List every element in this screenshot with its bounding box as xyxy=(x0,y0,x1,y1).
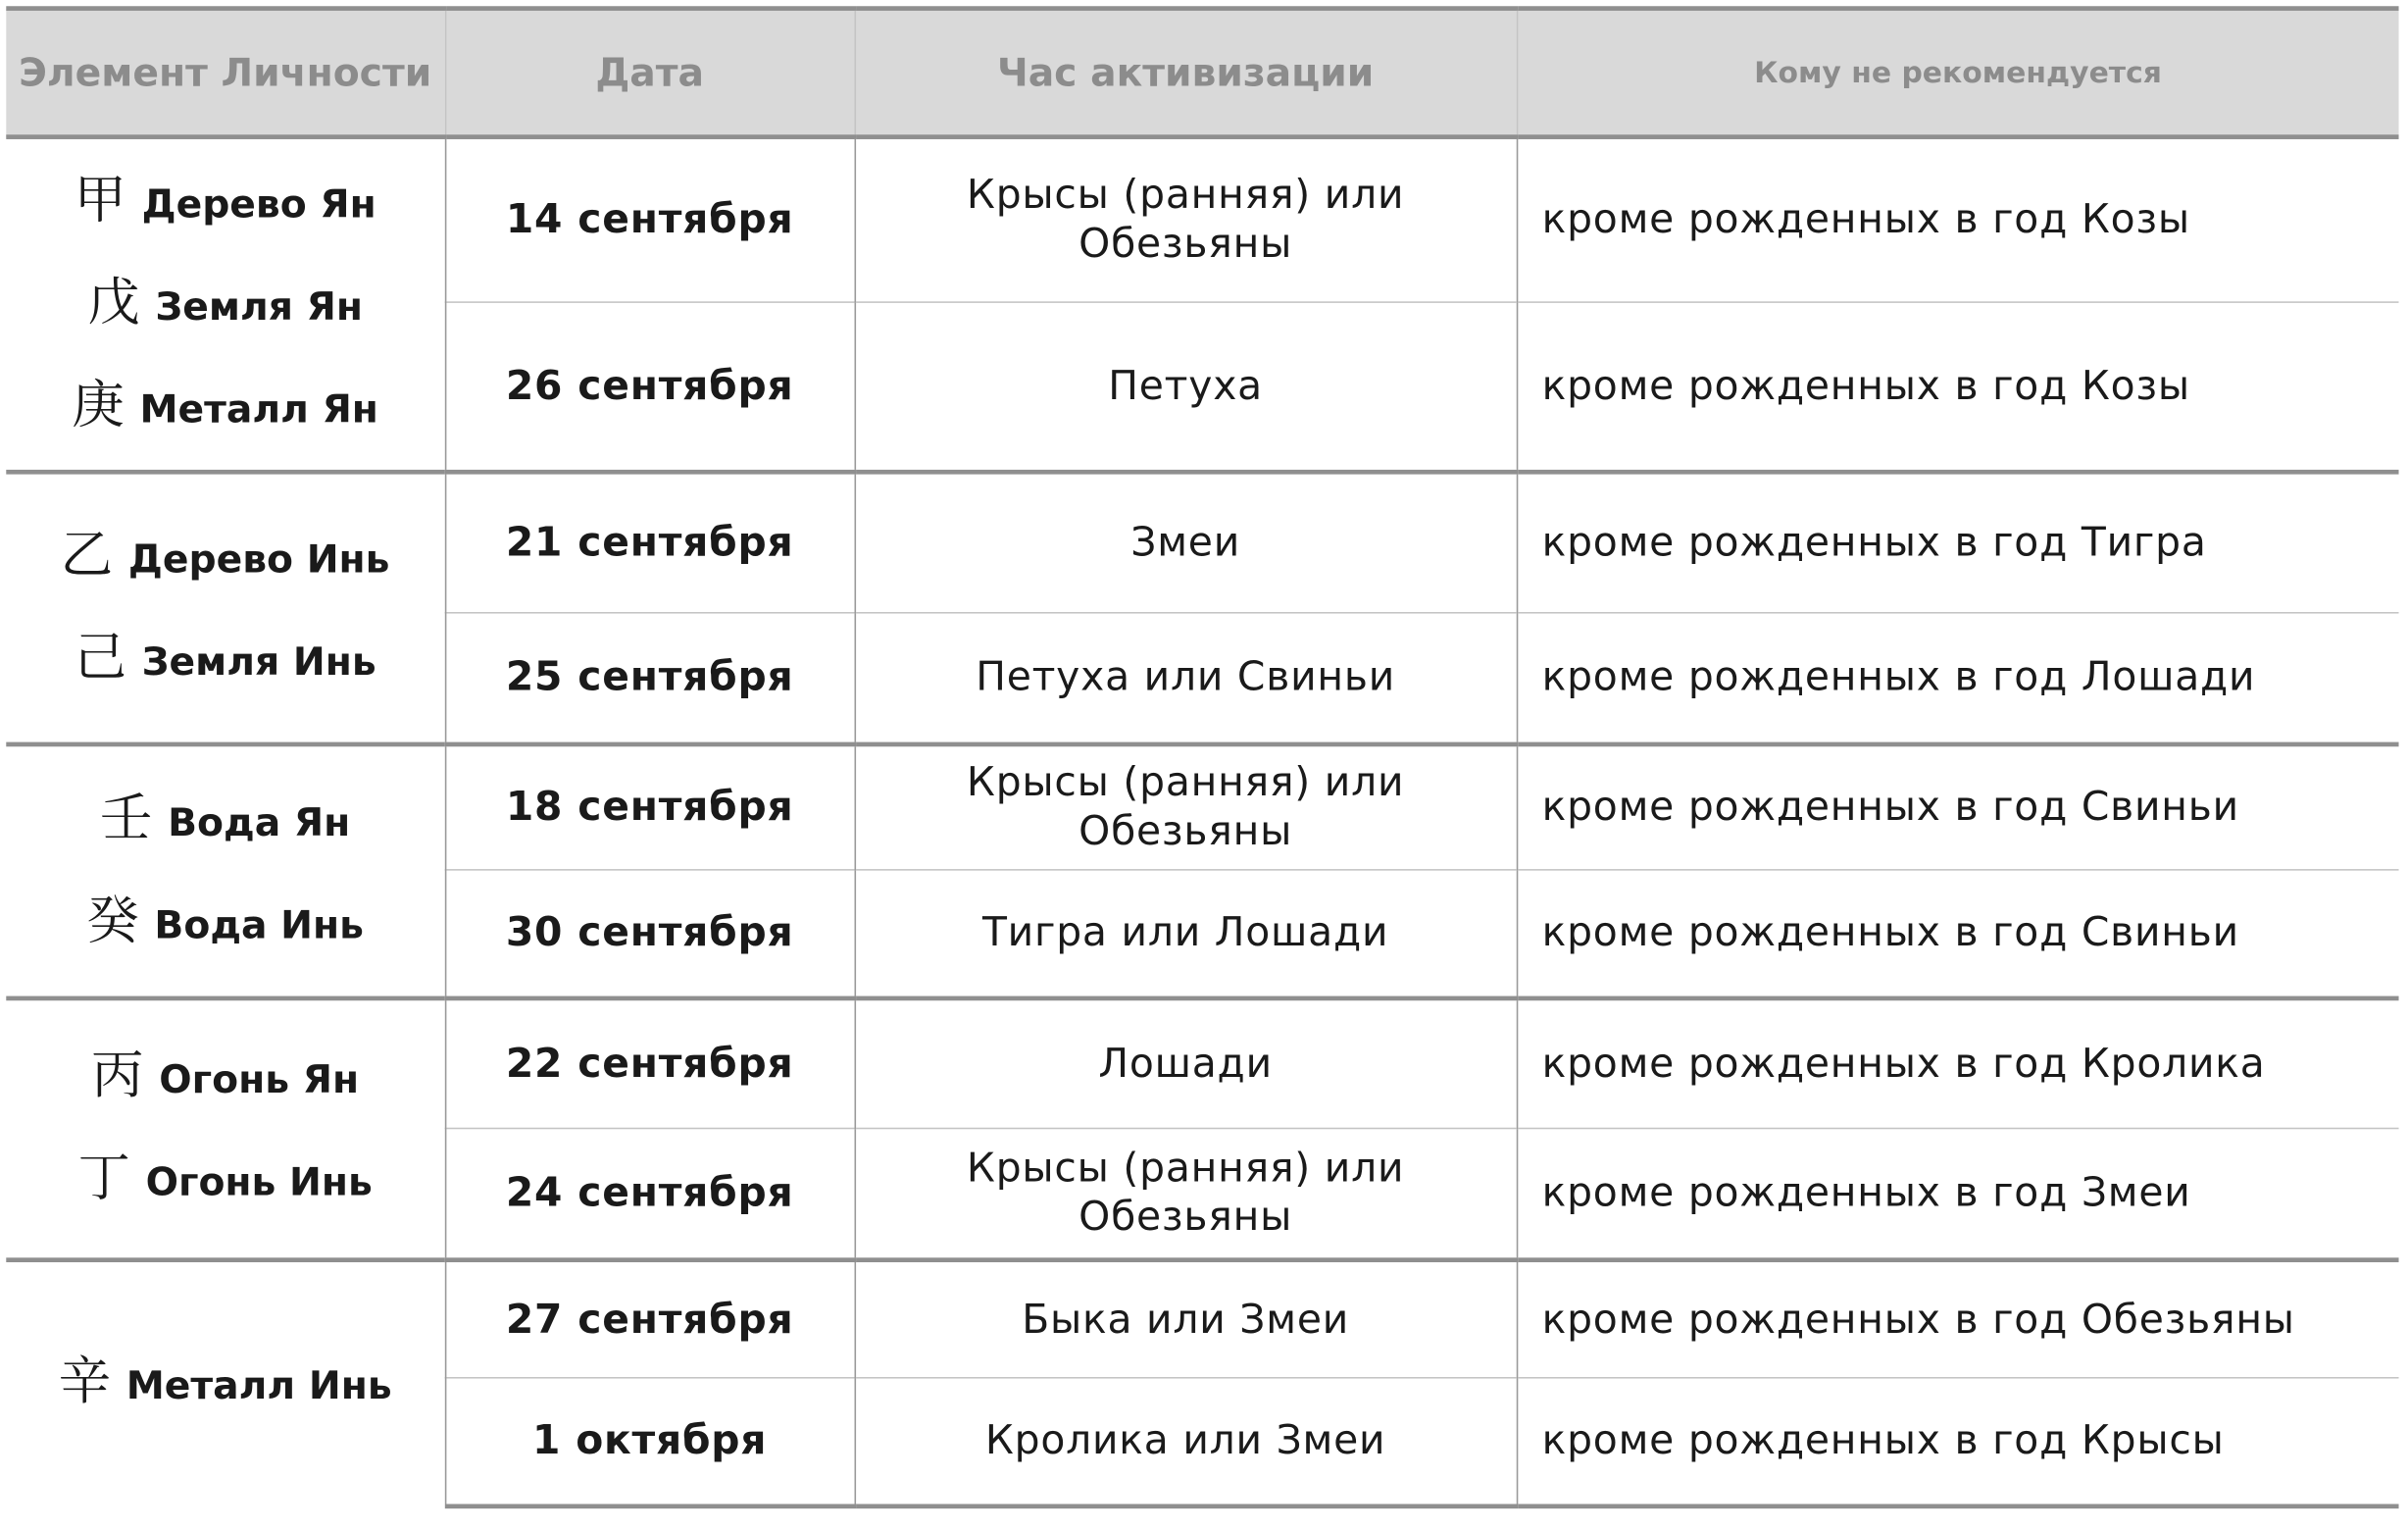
element-glyph: 乙 xyxy=(60,524,114,586)
element-label: Дерево Ян xyxy=(141,180,376,227)
date-cell: 24 сентября xyxy=(445,1129,855,1260)
header-not-recommended: Кому не рекомендуется xyxy=(1517,9,2399,137)
element-glyph: 庚 xyxy=(72,374,125,435)
header-element: Элемент Личности xyxy=(6,9,445,137)
element-glyph: 丙 xyxy=(91,1045,144,1106)
element-label: Земля Инь xyxy=(141,638,376,684)
element-glyph: 辛 xyxy=(58,1351,112,1413)
element-label: Вода Ян xyxy=(168,799,351,844)
hour-cell: Крысы (ранняя) или Обезьяны xyxy=(855,137,1517,302)
element-cell xyxy=(6,472,445,744)
element-label: Огонь Ян xyxy=(159,1056,360,1102)
not-recommended-cell: кроме рожденных в год Лошади xyxy=(1517,613,2399,744)
not-recommended-cell: кроме рожденных в год Змеи xyxy=(1517,1129,2399,1260)
element-glyph: 丁 xyxy=(77,1148,130,1209)
activation-table xyxy=(6,6,2398,1508)
element-glyph: 己 xyxy=(74,626,126,688)
hour-cell: Быка или Змеи xyxy=(855,1260,1517,1378)
element-label: Металл Ян xyxy=(139,385,378,432)
date-cell: 22 сентября xyxy=(445,998,855,1129)
element-cell xyxy=(6,998,445,1260)
header-row xyxy=(6,9,2398,137)
date-cell: 26 сентября xyxy=(445,302,855,472)
element-cell xyxy=(6,1260,445,1506)
header-date: Дата xyxy=(445,9,855,137)
element-entry xyxy=(6,356,444,459)
element-entry xyxy=(6,871,444,974)
hour-cell: Змеи xyxy=(855,472,1517,613)
date-cell: 27 сентября xyxy=(445,1260,855,1378)
element-entry xyxy=(6,253,444,356)
date-cell: 1 октября xyxy=(445,1378,855,1506)
element-entry xyxy=(6,1027,444,1130)
header-hour: Час активизации xyxy=(855,9,1517,137)
hour-cell: Кролика или Змеи xyxy=(855,1378,1517,1506)
element-label: Вода Инь xyxy=(154,901,364,946)
date-cell: 21 сентября xyxy=(445,472,855,613)
hour-cell: Петуха или Свиньи xyxy=(855,613,1517,744)
element-entry xyxy=(6,608,444,711)
not-recommended-cell: кроме рожденных в год Обезьяны xyxy=(1517,1260,2399,1378)
element-glyph: 壬 xyxy=(100,787,153,849)
not-recommended-cell: кроме рожденных в год Свиньи xyxy=(1517,870,2399,998)
not-recommended-cell: кроме рожденных в год Тигра xyxy=(1517,472,2399,613)
date-cell: 30 сентября xyxy=(445,870,855,998)
date-cell: 25 сентября xyxy=(445,613,855,744)
hour-cell: Крысы (ранняя) или Обезьяны xyxy=(855,1129,1517,1260)
hour-cell: Лошади xyxy=(855,998,1517,1129)
element-cell xyxy=(6,137,445,473)
element-entry xyxy=(6,769,444,872)
element-glyph: 癸 xyxy=(86,890,139,951)
not-recommended-cell: кроме рожденных в год Козы xyxy=(1517,302,2399,472)
table-row xyxy=(6,1260,2398,1378)
not-recommended-cell: кроме рожденных в год Кролика xyxy=(1517,998,2399,1129)
hour-cell: Тигра или Лошади xyxy=(855,870,1517,998)
element-label: Огонь Инь xyxy=(145,1159,373,1204)
element-glyph: 戊 xyxy=(87,271,140,333)
not-recommended-cell: кроме рожденных в год Козы xyxy=(1517,137,2399,302)
not-recommended-cell: кроме рожденных в год Свиньи xyxy=(1517,744,2399,870)
table-row xyxy=(6,998,2398,1129)
element-label: Дерево Инь xyxy=(127,536,390,582)
element-entry xyxy=(6,1333,444,1436)
element-entry xyxy=(6,151,444,254)
date-cell: 14 сентября xyxy=(445,137,855,302)
hour-cell: Крысы (ранняя) или Обезьяны xyxy=(855,744,1517,870)
element-entry xyxy=(6,1129,444,1232)
element-glyph: 甲 xyxy=(74,169,126,230)
element-cell xyxy=(6,744,445,998)
element-label: Земля Ян xyxy=(155,283,364,329)
date-cell: 18 сентября xyxy=(445,744,855,870)
not-recommended-cell: кроме рожденных в год Крысы xyxy=(1517,1378,2399,1506)
table-row xyxy=(6,137,2398,302)
element-label: Металл Инь xyxy=(125,1363,392,1408)
table-row xyxy=(6,472,2398,613)
element-entry xyxy=(6,506,444,609)
table-row xyxy=(6,744,2398,870)
hour-cell: Петуха xyxy=(855,302,1517,472)
